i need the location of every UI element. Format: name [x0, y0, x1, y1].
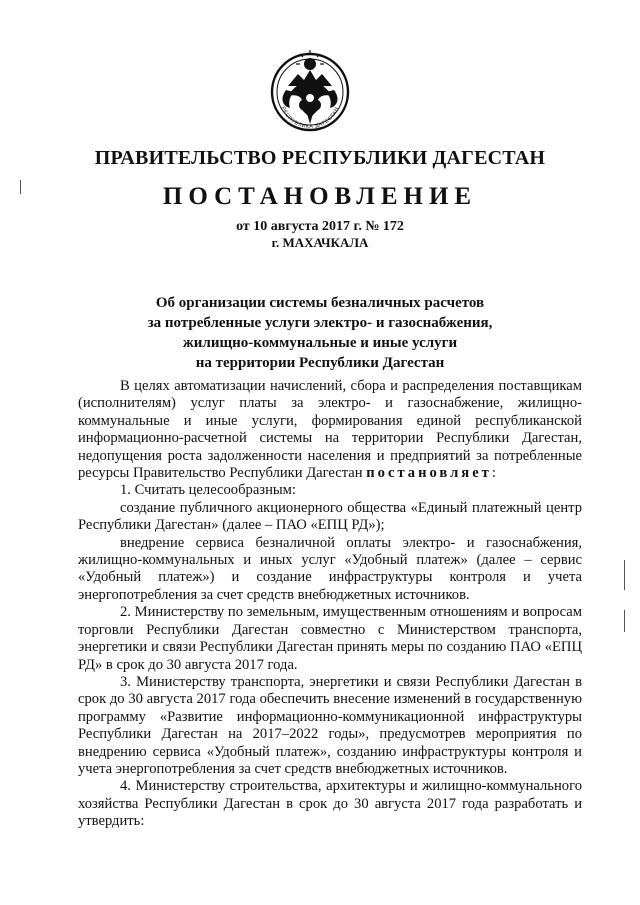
paragraph: 4. Министерству строительства, архитектуры и жилищно-коммунального хозяйства Республики Дагестан в срок до 30 августа 2017 года разработать и утвердить: — [78, 778, 582, 830]
preamble-text: В целях автоматизации начислений, сбора и распределения поставщикам (исполнителям) услуг платы за электро- и газоснабжение, жилищно-коммунальные и иные услуги, формирования единой республиканской информационно-расчетной системы на территории Республики Дагестан, недопущения роста задолженности населения и предприятий за потребленные ресурсы Правительство Республики Дагестан — [78, 378, 582, 482]
emblem-ring-text: РЕСПУБЛИКА ДАГЕСТАН — [279, 106, 341, 131]
paragraph: создание публичного акционерного общества «Единый платежный центр Республики Дагестан» (далее – ПАО «ЕПЦ РД»); — [78, 499, 582, 534]
city: г. МАХАЧКАЛА — [271, 235, 369, 250]
title-line: на территории Республики Дагестан — [195, 355, 445, 371]
title-line: за потребленные услуги электро- и газоснабжения, — [147, 315, 493, 331]
scan-mark — [624, 560, 625, 590]
paragraph: внедрение сервиса безналичной оплаты электро- и газоснабжения, жилищно-коммунальных и иных услуг «Удобный платеж» (далее – сервис «Удобный платеж») и создание инфраструктуры контроля и учета энергопотребления за счет средств внебюджетных источников. — [78, 534, 582, 603]
document-body — [78, 378, 582, 831]
decree-word: постановляет — [366, 465, 492, 482]
title-line: жилищно-коммунальные и иные услуги — [182, 335, 458, 351]
scan-mark — [624, 610, 625, 632]
scan-mark — [20, 180, 21, 194]
dagestan-coat-of-arms-icon — [268, 46, 352, 136]
preamble-colon: : — [491, 465, 496, 482]
date-and-number: от 10 августа 2017 г. № 172 — [236, 219, 404, 234]
title-line: Об организации системы безналичных расчетов — [155, 295, 485, 311]
document-title — [70, 293, 570, 373]
paragraph: 2. Министерству по земельным, имущественным отношениям и вопросам торговли Республики Дагестан совместно с Министерством транспорта, энергетики и связи Республики Дагестан принять меры по созданию ПАО «ЕПЦ РД» в срок до 30 августа 2017 года. — [78, 604, 582, 673]
document-type: ПОСТАНОВЛЕНИЕ — [162, 183, 478, 210]
preamble-paragraph — [78, 378, 582, 482]
government-name: ПРАВИТЕЛЬСТВО РЕСПУБЛИКИ ДАГЕСТАН — [94, 147, 546, 169]
paragraph: 1. Считать целесообразным: — [120, 482, 296, 499]
paragraph: 3. Министерству транспорта, энергетики и связи Республики Дагестан в срок до 30 августа 2017 года обеспечить внесение изменений в государственную программу «Развитие информационно-коммуникационной инфраструктуры Республики Дагестан на 2017–2022 годы», предусмотрев мероприятия по внедрению сервиса «Удобный платеж», созданию инфраструктуры контроля и учета энергопотребления за счет средств внебюджетных источников. — [78, 673, 582, 777]
